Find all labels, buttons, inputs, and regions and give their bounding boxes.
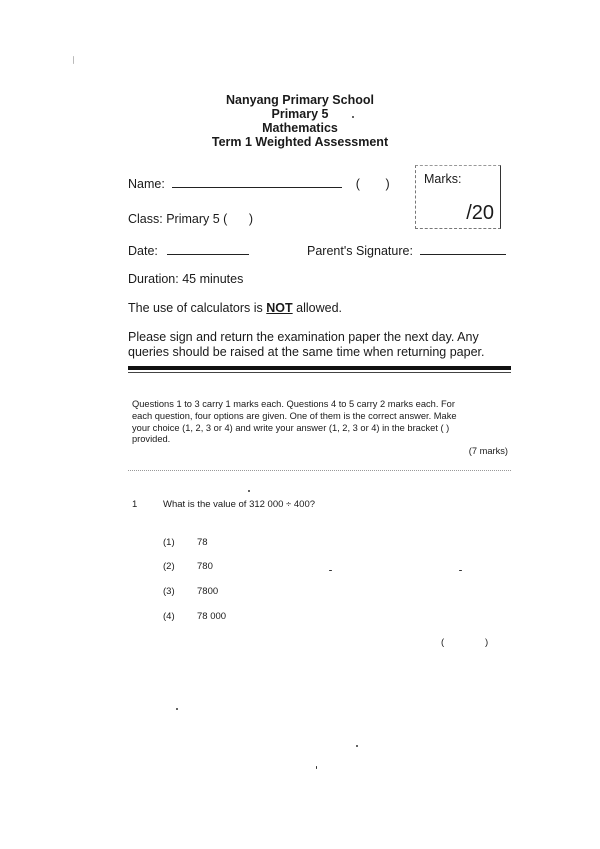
question-text: What is the value of 312 000 ÷ 400?	[163, 499, 316, 510]
answer-bracket-open[interactable]: (	[441, 637, 445, 648]
name-field	[128, 177, 390, 191]
section-divider-thick	[128, 366, 511, 370]
option-1-label: (1)	[163, 537, 175, 548]
calculator-notice-after: allowed.	[292, 301, 342, 315]
scan-speck	[316, 766, 317, 769]
option-2-value: 780	[197, 561, 213, 572]
scan-speck	[356, 745, 358, 747]
date-blank[interactable]	[167, 254, 249, 255]
return-notice-line-2: queries should be raised at the same time when returning paper.	[128, 345, 485, 359]
marks-label: Marks:	[424, 172, 462, 186]
marks-box	[415, 165, 501, 229]
scan-speck	[459, 570, 462, 571]
instructions-line-1: Questions 1 to 3 carry 1 marks each. Questions 4 to 5 carry 2 marks each. For	[132, 399, 455, 409]
scan-speck	[248, 490, 250, 492]
option-3-value: 7800	[197, 586, 219, 597]
assessment-title: Term 1 Weighted Assessment	[211, 135, 389, 149]
duration-text: Duration: 45 minutes	[128, 272, 244, 286]
parent-signature-label: Parent's Signature:	[307, 244, 413, 258]
class-field	[128, 212, 253, 226]
return-notice-line-1: Please sign and return the examination paper the next day. Any	[128, 330, 479, 344]
register-bracket-open: (	[355, 177, 360, 191]
option-4-label: (4)	[163, 611, 175, 622]
instructions-line-3: your choice (1, 2, 3 or 4) and write your answer (1, 2, 3 or 4) in the bracket ( )	[132, 422, 450, 433]
calculator-notice-before: The use of calculators is	[128, 301, 267, 315]
class-bracket-close: )	[248, 212, 253, 226]
calculator-notice-emphasis: NOT	[266, 301, 293, 315]
scan-speck	[329, 570, 332, 571]
marks-total: /20	[466, 202, 494, 224]
parent-signature-field	[307, 244, 506, 258]
answer-bracket-close[interactable]: )	[485, 637, 489, 648]
instructions-dotted-rule	[128, 470, 511, 471]
class-label: Class: Primary 5 (	[128, 212, 228, 226]
parent-signature-blank[interactable]	[420, 254, 506, 255]
scan-speck	[176, 708, 178, 710]
option-3-label: (3)	[163, 586, 175, 597]
level-title: Primary 5	[271, 107, 329, 121]
document-header	[0, 93, 600, 149]
school-name: Nanyang Primary School	[226, 93, 374, 107]
register-bracket-close: )	[385, 177, 390, 191]
instructions-line-2: each question, four options are given. One of them is the correct answer. Make	[132, 410, 457, 421]
date-label: Date:	[128, 244, 158, 258]
section-instructions	[132, 399, 508, 458]
option-2-label: (2)	[163, 561, 175, 572]
subject-title: Mathematics	[262, 121, 338, 135]
return-notice	[128, 330, 513, 360]
question-number: 1	[132, 499, 138, 510]
section-marks: (7 marks)	[468, 446, 508, 457]
calculator-notice	[128, 301, 342, 315]
scan-speck	[73, 56, 74, 64]
instructions-line-4: provided.	[132, 434, 171, 445]
section-divider-thin	[128, 372, 511, 373]
scan-speck	[352, 116, 354, 118]
option-4-value: 78 000	[197, 611, 227, 622]
option-1-value: 78	[197, 537, 208, 548]
name-label: Name:	[128, 177, 165, 191]
date-field	[128, 244, 249, 258]
name-blank[interactable]	[172, 187, 342, 188]
